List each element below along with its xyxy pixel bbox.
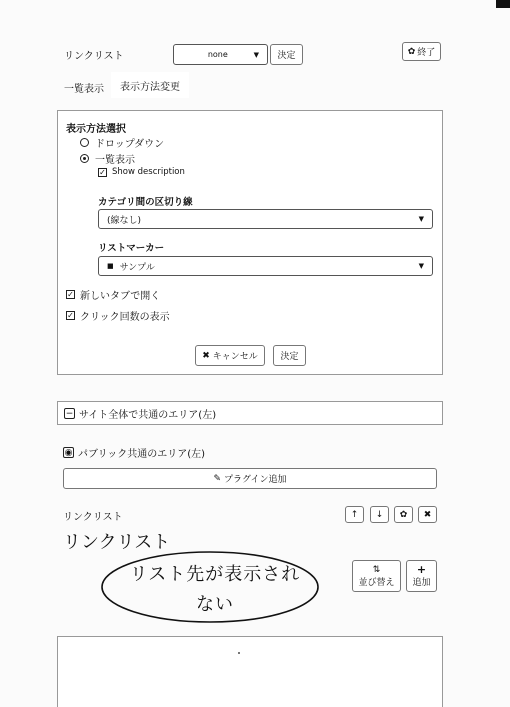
tab-list-view-label: 一覧表示	[64, 84, 104, 95]
show-description-label: Show description	[112, 167, 185, 177]
radio-dropdown[interactable]	[80, 135, 164, 150]
show-description-checkbox[interactable]	[98, 167, 185, 177]
new-tab-label: 新しいタブで開く	[80, 291, 161, 302]
title-input[interactable]	[58, 44, 172, 64]
checkbox-checked-icon: ✓	[67, 311, 74, 320]
move-down-button[interactable]	[370, 506, 389, 523]
radio-list-label: 一覧表示	[95, 155, 135, 166]
title-input-value: リンクリスト	[64, 50, 124, 62]
end-button[interactable]	[402, 42, 441, 61]
chevron-down-icon: ▼	[418, 262, 424, 270]
settings-decide-button[interactable]	[273, 345, 306, 366]
settings-panel	[57, 110, 443, 375]
separator-select[interactable]	[98, 209, 433, 229]
sort-button[interactable]	[352, 560, 401, 592]
add-button[interactable]	[406, 560, 437, 592]
scan-dot	[238, 652, 240, 654]
separator-title: カテゴリ間の区切り線	[98, 197, 193, 208]
checkbox-checked-icon: ✓	[99, 167, 106, 177]
move-up-button[interactable]	[345, 506, 364, 523]
radio-dropdown-label: ドロップダウン	[95, 139, 165, 150]
end-label: 終了	[417, 48, 436, 58]
arrow-up-icon: ↑	[350, 509, 359, 520]
gear-icon: ✿	[399, 509, 408, 520]
eye-icon: ◉	[64, 448, 73, 458]
widget-small-title: リンクリスト	[63, 512, 123, 523]
chevron-down-icon: ▼	[253, 50, 259, 59]
radio-icon	[80, 138, 89, 147]
widget-close-button[interactable]	[418, 506, 437, 523]
click-count-checkbox[interactable]	[66, 308, 170, 323]
wrench-icon: ✎	[213, 473, 221, 484]
display-select-value: none	[207, 50, 228, 59]
header-decide-button[interactable]	[270, 44, 303, 65]
separator-select-value: (線なし)	[107, 215, 142, 226]
header-decide-label: 決定	[277, 51, 296, 61]
settings-decide-label: 決定	[280, 352, 299, 362]
link-list-area	[57, 636, 443, 707]
add-plugin-button[interactable]	[63, 468, 437, 489]
site-common-toggle[interactable]	[64, 406, 216, 421]
plus-icon: +	[416, 563, 427, 576]
close-icon: ✖	[423, 509, 432, 520]
handwritten-note: リスト先が表示されない	[129, 564, 301, 615]
tab-display-method-label: 表示方法変更	[120, 81, 180, 93]
radio-list[interactable]	[80, 151, 135, 166]
marker-select[interactable]	[98, 256, 433, 276]
widget-big-title: リンクリスト	[63, 532, 171, 553]
widget-settings-button[interactable]	[394, 506, 413, 523]
chevron-down-icon: ▼	[418, 215, 424, 223]
close-icon: ✖	[202, 350, 210, 361]
site-common-label: サイト全体で共通のエリア(左)	[79, 410, 217, 421]
new-tab-checkbox[interactable]	[66, 287, 160, 302]
section-title: 表示方法選択	[66, 124, 126, 135]
cancel-button[interactable]	[195, 345, 265, 366]
cancel-label: キャンセル	[212, 352, 258, 362]
display-select[interactable]	[173, 44, 268, 65]
checkbox-checked-icon: ✓	[67, 290, 74, 299]
sort-icon: ⇅	[372, 564, 381, 575]
site-common-area	[57, 401, 443, 425]
radio-selected-icon	[80, 154, 89, 163]
sort-label: 並び替え	[358, 577, 395, 588]
add-plugin-label: プラグイン追加	[223, 475, 287, 485]
scan-mark	[496, 0, 510, 8]
tab-list-view[interactable]	[64, 80, 104, 95]
add-label: 追加	[412, 578, 431, 588]
arrow-down-icon: ↓	[375, 509, 384, 520]
public-common-toggle[interactable]	[63, 445, 205, 460]
gear-icon: ✿	[407, 46, 416, 57]
minus-icon: −	[65, 409, 74, 419]
tab-display-method[interactable]	[111, 72, 189, 98]
marker-title: リストマーカー	[98, 243, 165, 254]
marker-select-value: サンプル	[119, 262, 155, 273]
public-common-label: パブリック共通のエリア(左)	[78, 449, 206, 460]
click-count-label: クリック回数の表示	[80, 312, 170, 323]
square-bullet-icon: ■	[107, 262, 114, 270]
